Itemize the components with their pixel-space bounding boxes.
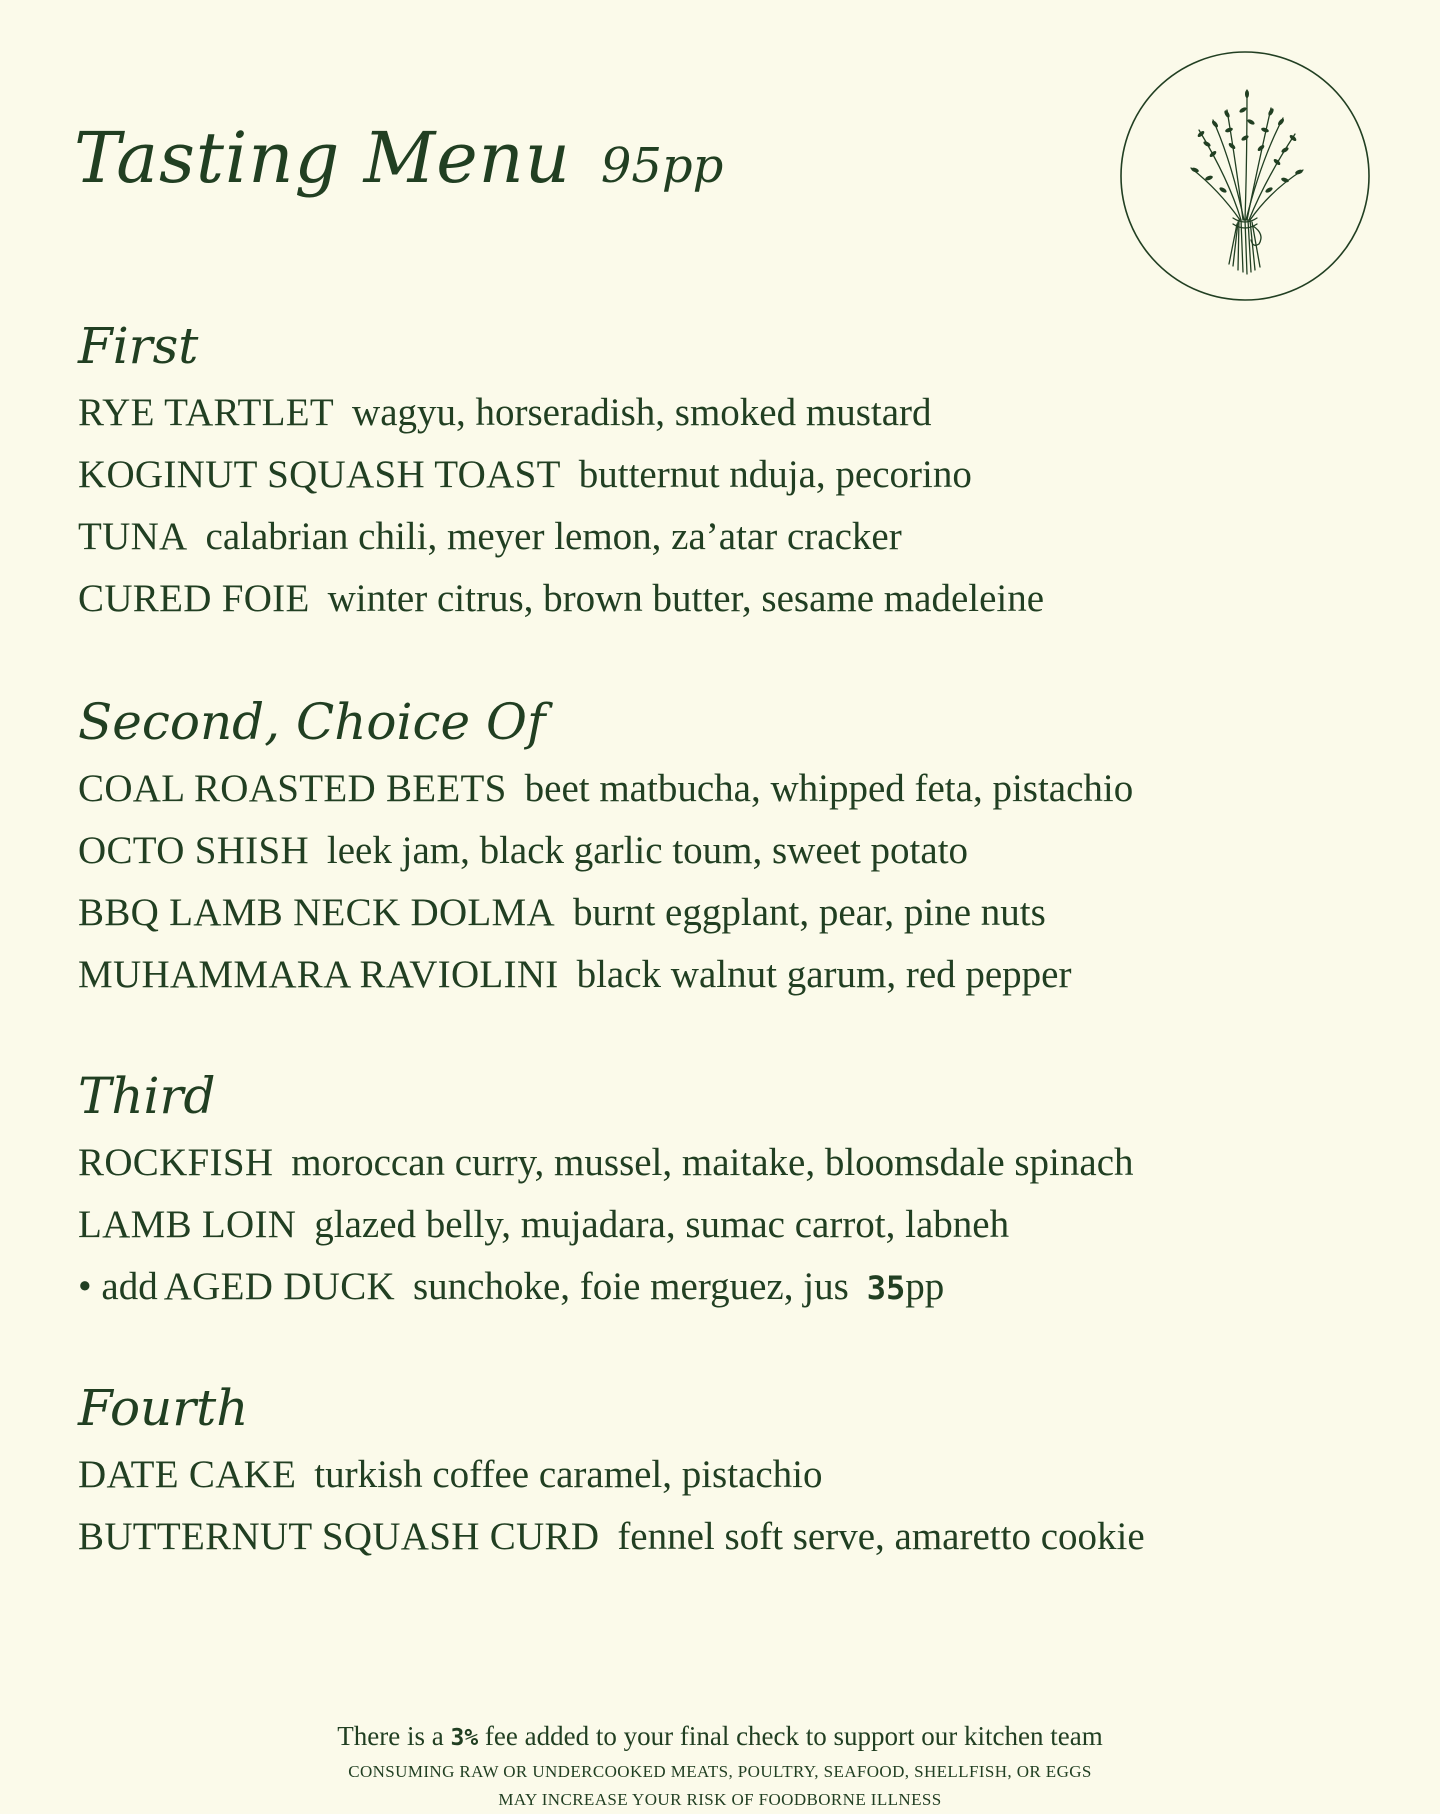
dish-name: TUNA	[78, 515, 188, 558]
menu-item	[78, 444, 1378, 506]
item-list	[78, 758, 1378, 1006]
dish-name: AGED DUCK	[163, 1265, 395, 1308]
dish-description: calabrian chili, meyer lemon, za’atar cracker	[205, 515, 902, 558]
menu-item	[78, 1194, 1378, 1256]
menu-item	[78, 1444, 1378, 1506]
consumer-warning-line-2: MAY INCREASE YOUR RISK OF FOODBORNE ILLNESS	[498, 1790, 942, 1809]
dish-description: black walnut garum, red pepper	[576, 953, 1072, 996]
course-fourth	[78, 1372, 1378, 1568]
menu-item	[78, 1132, 1378, 1194]
dish-description: turkish coffee caramel, pistachio	[314, 1453, 823, 1496]
dish-name: KOGINUT SQUASH TOAST	[78, 453, 561, 496]
menu-footer	[0, 1716, 1440, 1814]
dish-description: winter citrus, brown butter, sesame madeleine	[327, 577, 1045, 620]
section-heading: Second, Choice Of	[78, 693, 546, 751]
addon-prefix: • add	[78, 1265, 158, 1308]
dish-description: glazed belly, mujadara, sumac carrot, labneh	[314, 1203, 1010, 1246]
item-list	[78, 1444, 1378, 1568]
fee-percent: 3%	[450, 1725, 479, 1751]
menu-item	[78, 568, 1378, 630]
dish-description: burnt eggplant, pear, pine nuts	[572, 891, 1046, 934]
dish-name: RYE TARTLET	[78, 391, 335, 434]
dish-name: LAMB LOIN	[78, 1203, 297, 1246]
dish-description: moroccan curry, mussel, maitake, bloomsdale spinach	[291, 1141, 1134, 1184]
dish-description: sunchoke, foie merguez, jus	[413, 1265, 849, 1308]
dish-name: MUHAMMARA RAVIOLINI	[78, 953, 559, 996]
menu-item	[78, 820, 1378, 882]
dish-description: wagyu, horseradish, smoked mustard	[352, 391, 932, 434]
addon-item	[78, 1256, 1378, 1318]
menu-title-text: Tasting Menu	[74, 117, 571, 199]
menu-title	[74, 108, 723, 216]
dish-name: ROCKFISH	[78, 1141, 274, 1184]
consumer-warning-line-1: CONSUMING RAW OR UNDERCOOKED MEATS, POULTRY, SEAFOOD, SHELLFISH, OR EGGS	[348, 1762, 1092, 1781]
section-heading: Fourth	[78, 1379, 249, 1437]
fee-text-after: fee added to your final check to support our kitchen team	[478, 1721, 1103, 1751]
dish-description: butternut nduja, pecorino	[578, 453, 972, 496]
addon-price-number: 35	[866, 1269, 906, 1307]
dish-name: DATE CAKE	[78, 1453, 297, 1496]
dish-name: CURED FOIE	[78, 577, 310, 620]
menu-item	[78, 882, 1378, 944]
dish-name: BUTTERNUT SQUASH CURD	[78, 1515, 600, 1558]
menu-item	[78, 506, 1378, 568]
dish-description: fennel soft serve, amaretto cookie	[617, 1515, 1145, 1558]
menu-price: 95pp	[600, 138, 724, 194]
fee-text-before: There is a	[337, 1721, 451, 1751]
item-list	[78, 382, 1378, 630]
course-first	[78, 310, 1378, 630]
dish-name: COAL ROASTED BEETS	[78, 767, 507, 810]
menu-item	[78, 758, 1378, 820]
course-third	[78, 1060, 1378, 1318]
menu-item	[78, 944, 1378, 1006]
section-heading: Third	[78, 1067, 216, 1125]
section-heading: First	[78, 317, 199, 375]
kitchen-fee-note	[0, 1716, 1440, 1758]
herb-bouquet-icon	[1119, 50, 1371, 302]
course-second	[78, 686, 1378, 1006]
item-list	[78, 1132, 1378, 1318]
dish-name: BBQ LAMB NECK DOLMA	[78, 891, 555, 934]
dish-description: leek jam, black garlic toum, sweet potato	[326, 829, 969, 872]
dish-description: beet matbucha, whipped feta, pistachio	[524, 767, 1134, 810]
addon-price	[867, 1265, 945, 1308]
menu-item	[78, 382, 1378, 444]
addon-price-unit: pp	[905, 1265, 945, 1308]
dish-name: OCTO SHISH	[78, 829, 309, 872]
menu-item	[78, 1506, 1378, 1568]
